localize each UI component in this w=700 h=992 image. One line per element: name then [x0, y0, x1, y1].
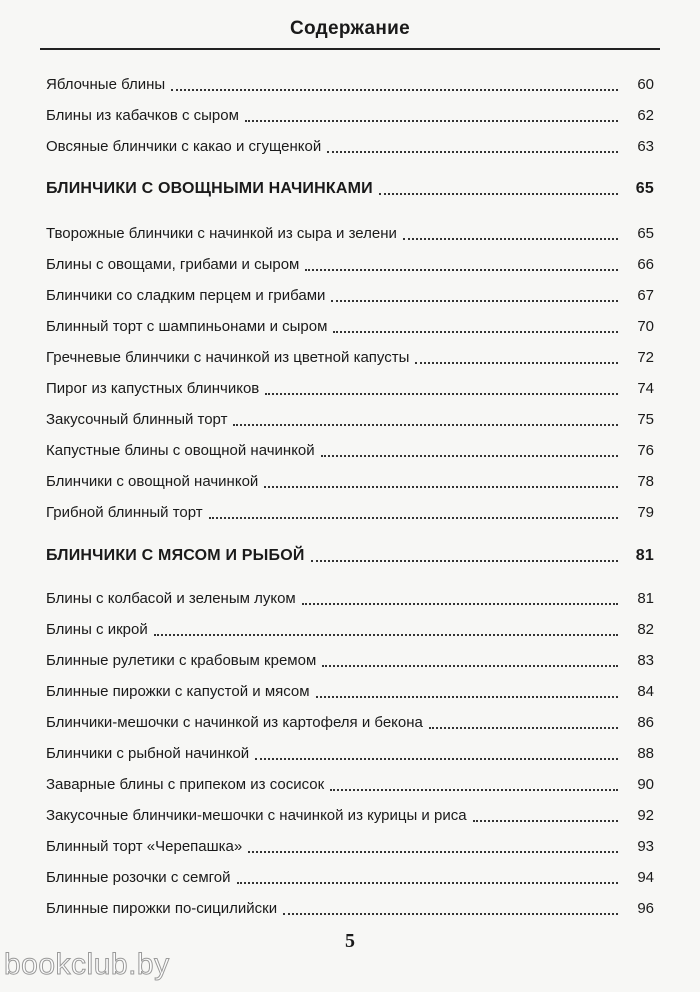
toc-entry-page: 63: [637, 138, 654, 155]
toc-entry-title: Блинчики с овощной начинкой: [46, 473, 259, 490]
toc-entry-title: БЛИНЧИКИ С ОВОЩНЫМИ НАЧИНКАМИ: [46, 180, 373, 197]
toc-entry: [46, 219, 654, 243]
toc-entry: [46, 467, 654, 491]
toc-entry-title: Пирог из капустных блинчиков: [46, 380, 260, 397]
toc-entry-page: 76: [637, 442, 654, 459]
toc-entry-page: 90: [637, 776, 654, 793]
toc-entry: [46, 250, 654, 274]
toc-entry-title: Блинчики-мешочки с начинкой из картофеля и бекона: [46, 714, 423, 731]
dot-leader: [302, 602, 618, 605]
dot-leader: [311, 559, 618, 562]
dot-leader: [264, 485, 618, 488]
dot-leader: [245, 119, 618, 122]
toc-entry: [46, 863, 654, 887]
toc-entry: [46, 584, 654, 608]
dot-leader: [321, 454, 618, 457]
toc-entry-title: Овсяные блинчики с какао и сгущенкой: [46, 138, 322, 155]
toc-entry: [46, 343, 654, 367]
toc-entry-page: 79: [637, 504, 654, 521]
toc-entry-page: 81: [635, 547, 654, 564]
toc-entry-title: Грибной блинный торт: [46, 504, 203, 521]
toc-entry: [46, 615, 654, 639]
toc-entry: [46, 405, 654, 429]
dot-leader: [255, 757, 618, 760]
toc-entry-page: 86: [637, 714, 654, 731]
toc-entry-title: Блинный торт с шампиньонами и сыром: [46, 318, 328, 335]
toc-entry: [46, 708, 654, 732]
toc-entry: [46, 70, 654, 94]
dot-leader: [473, 819, 618, 822]
dot-leader: [333, 330, 618, 333]
toc-entry-page: 62: [637, 107, 654, 124]
toc-entry-title: Блинчики с рыбной начинкой: [46, 745, 250, 762]
toc-entry-page: 81: [637, 590, 654, 607]
toc-entry-page: 78: [637, 473, 654, 490]
toc-entry: [46, 646, 654, 670]
dot-leader: [305, 268, 618, 271]
toc-entry-page: 88: [637, 745, 654, 762]
toc-entry: [46, 739, 654, 763]
toc-entry: [46, 281, 654, 305]
dot-leader: [403, 237, 618, 240]
dot-leader: [171, 88, 618, 91]
toc-entry-title: Гречневые блинчики с начинкой из цветной капусты: [46, 349, 410, 366]
toc-entry-title: Заварные блины с припеком из сосисок: [46, 776, 325, 793]
dot-leader: [154, 633, 618, 636]
toc-entry: [46, 312, 654, 336]
toc-entry: [46, 101, 654, 125]
toc-entry-title: Блинные пирожки по-сицилийски: [46, 900, 278, 917]
toc-entry-title: Блинный торт «Черепашка»: [46, 838, 243, 855]
toc-entry-title: Капустные блины с овощной начинкой: [46, 442, 315, 459]
toc-entry-page: 66: [637, 256, 654, 273]
toc-entry-title: Закусочный блинный торт: [46, 411, 228, 428]
toc-entry-page: 60: [637, 76, 654, 93]
toc-entry: [46, 894, 654, 918]
toc-entry-page: 65: [635, 180, 654, 197]
toc-entry-title: Блинные пирожки с капустой и мясом: [46, 683, 310, 700]
dot-leader: [331, 299, 618, 302]
toc-entry: [46, 436, 654, 460]
toc-entry-title: Блинные рулетики с крабовым кремом: [46, 652, 317, 669]
toc-entry-page: 74: [637, 380, 654, 397]
watermark-logo: bookclub.by: [4, 948, 170, 981]
toc-entry-title: БЛИНЧИКИ С МЯСОМ И РЫБОЙ: [46, 547, 305, 564]
toc-entry-page: 93: [637, 838, 654, 855]
toc-entry: [46, 832, 654, 856]
dot-leader: [330, 788, 618, 791]
toc-entry: [46, 132, 654, 156]
dot-leader: [415, 361, 618, 364]
toc-entry-title: Блинчики со сладким перцем и грибами: [46, 287, 326, 304]
toc-entry-page: 75: [637, 411, 654, 428]
toc-section-heading: [46, 174, 654, 198]
dot-leader: [316, 695, 618, 698]
page-number: 5: [345, 930, 355, 952]
dot-leader: [429, 726, 618, 729]
dot-leader: [322, 664, 618, 667]
toc-entry: [46, 498, 654, 522]
dot-leader: [265, 392, 618, 395]
toc-entry-page: 83: [637, 652, 654, 669]
toc-entry-page: 72: [637, 349, 654, 366]
toc-entry-title: Творожные блинчики с начинкой из сыра и зелени: [46, 225, 397, 242]
toc-entry: [46, 801, 654, 825]
toc-entry-title: Закусочные блинчики-мешочки с начинкой из курицы и риса: [46, 807, 467, 824]
dot-leader: [283, 912, 618, 915]
toc-entry-page: 94: [637, 869, 654, 886]
toc-entry-title: Блинные розочки с семгой: [46, 869, 231, 886]
toc-entry-title: Яблочные блины: [46, 76, 166, 93]
dot-leader: [248, 850, 618, 853]
toc-entry-title: Блины с икрой: [46, 621, 148, 638]
dot-leader: [379, 192, 618, 195]
toc-entry: [46, 374, 654, 398]
dot-leader: [237, 881, 618, 884]
dot-leader: [233, 423, 618, 426]
dot-leader: [327, 150, 618, 153]
toc-entry-page: 84: [637, 683, 654, 700]
dot-leader: [209, 516, 618, 519]
toc-entry: [46, 677, 654, 701]
toc-entry-title: Блины из кабачков с сыром: [46, 107, 239, 124]
toc-entry-page: 92: [637, 807, 654, 824]
toc-entry-page: 67: [637, 287, 654, 304]
toc-entry-title: Блины с овощами, грибами и сыром: [46, 256, 300, 273]
page-header: [40, 10, 660, 50]
toc-entry: [46, 770, 654, 794]
toc-section-heading: [46, 541, 654, 565]
toc-entry-title: Блины с колбасой и зеленым луком: [46, 590, 296, 607]
toc-entry-page: 96: [637, 900, 654, 917]
toc-entry-page: 65: [637, 225, 654, 242]
toc-entry-page: 70: [637, 318, 654, 335]
page-title: Содержание: [289, 18, 411, 39]
toc-entry-page: 82: [637, 621, 654, 638]
